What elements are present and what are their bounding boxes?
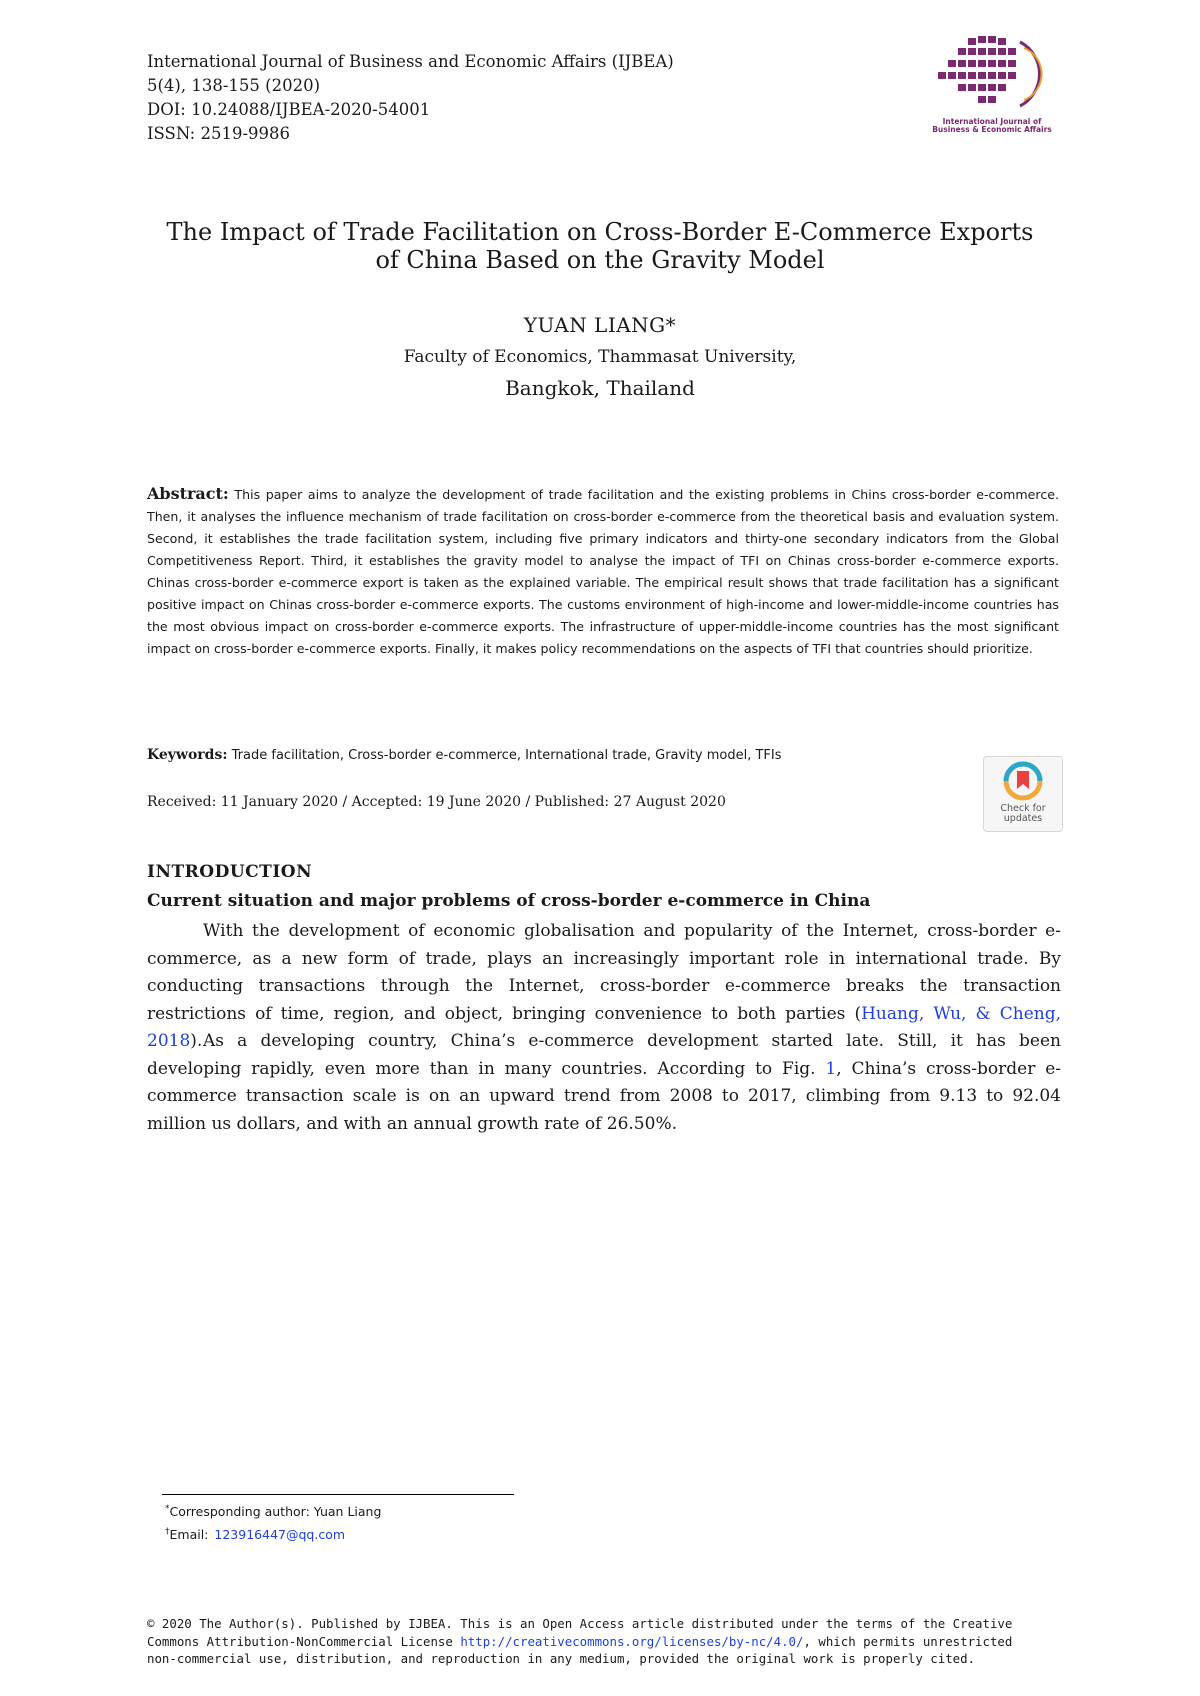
license-url-link[interactable]: http://creativecommons.org/licenses/by-nc/4.0/ bbox=[460, 1633, 804, 1649]
logo-caption bbox=[924, 118, 1060, 134]
logo-caption-line2: Business & Economic Affairs bbox=[932, 125, 1052, 134]
globe-logo-icon bbox=[924, 30, 1060, 120]
intro-paragraph-2 bbox=[147, 1028, 1061, 1138]
title-line1: The Impact of Trade Facilitation on Cross-Border E-Commerce Exports bbox=[166, 218, 1034, 246]
license-text: Commons Attribution-NonCommercial License bbox=[147, 1633, 461, 1649]
license-line2 bbox=[147, 1633, 1047, 1651]
journal-doi: DOI: 10.24088/IJBEA-2020-54001 bbox=[147, 100, 431, 119]
p1-text-end: ). bbox=[190, 1031, 203, 1051]
journal-volume: 5(4), 138-155 (2020) bbox=[147, 76, 321, 95]
abstract-label: Abstract: bbox=[147, 484, 229, 503]
check-updates-line1: Check for bbox=[1000, 803, 1046, 814]
p2-text-end: , China’s cross-border e-commerce transaction scale is on an upward trend from 2008 to 2017, climbing from 9.13 to 92.04 million us dollars, and with an annual growth rate of 26.50%. bbox=[147, 1058, 1061, 1134]
email-link[interactable]: 123916447@qq.com bbox=[214, 1527, 346, 1543]
check-for-updates-badge[interactable] bbox=[983, 756, 1063, 832]
keywords bbox=[147, 747, 782, 763]
title-line2: of China Based on the Gravity Model bbox=[375, 246, 825, 274]
journal-issn: ISSN: 2519-9986 bbox=[147, 124, 291, 143]
footnote-email bbox=[165, 1522, 381, 1545]
abstract bbox=[147, 483, 1059, 660]
footnote-corresponding bbox=[165, 1499, 381, 1522]
footnote-divider bbox=[162, 1494, 514, 1495]
license-line3: non-commercial use, distribution, and reproduction in any medium, provided the original work is properly cited. bbox=[147, 1651, 976, 1666]
subsection-heading: Current situation and major problems of cross-border e-commerce in China bbox=[147, 891, 871, 911]
license-line1: © 2020 The Author(s). Published by IJBEA. This is an Open Access article distributed under the terms of the Creative bbox=[147, 1616, 1013, 1631]
corresponding-author: Corresponding author: Yuan Liang bbox=[169, 1504, 382, 1520]
license-notice bbox=[147, 1615, 1047, 1668]
publication-dates: Received: 11 January 2020 / Accepted: 19 June 2020 / Published: 27 August 2020 bbox=[147, 794, 726, 810]
footnote-mark: * bbox=[165, 1504, 170, 1514]
journal-header bbox=[147, 50, 674, 146]
paper-title bbox=[100, 218, 1100, 274]
citation-link[interactable]: Huang, Wu, & Cheng, 2018 bbox=[147, 1003, 1061, 1051]
p2-text: As a developing country, China’s e-commerce development started late. Still, it has been developing rapidly, even more than in many countries. According to Fig. bbox=[147, 1031, 1061, 1079]
p1-text: With the development of economic globalisation and popularity of the Internet, cross-border e-commerce, as a new form of trade, plays an increasingly important role in international trade. By conducting transactions through the Internet, cross-border e-commerce breaks the transaction restrictions of time, region, and object, bringing convenience to both parties ( bbox=[147, 921, 1061, 1024]
journal-logo bbox=[924, 30, 1060, 138]
affiliation-line1: Faculty of Economics, Thammasat University, bbox=[403, 347, 797, 367]
footnotes bbox=[165, 1499, 381, 1545]
check-for-updates-label bbox=[984, 804, 1062, 824]
keywords-label: Keywords: bbox=[147, 747, 228, 763]
journal-name: International Journal of Business and Economic Affairs (IJBEA) bbox=[147, 52, 674, 71]
check-updates-line2: updates bbox=[1003, 813, 1043, 824]
affiliation-line2: Bangkok, Thailand bbox=[505, 376, 695, 400]
footnote-mark: † bbox=[165, 1527, 170, 1538]
logo-caption-line1: International Journal of bbox=[942, 117, 1042, 126]
section-heading: INTRODUCTION bbox=[147, 862, 313, 882]
license-text-end: , which permits unrestricted bbox=[803, 1633, 1013, 1649]
email-label: Email: bbox=[169, 1527, 209, 1543]
author-name: YUAN LIANG* bbox=[523, 313, 677, 337]
bookmark-ring-icon bbox=[984, 757, 1062, 803]
abstract-text: This paper aims to analyze the development of trade facilitation and the existing problems in Chins cross-border e-commerce. Then, it analyses the influence mechanism of trade facilitation on cross-border e-commerce from the theoretical basis and evaluation system. Second, it establishes the trade facilitation system, including five primary indicators and thirty-one secondary indicators from the Global Competitiveness Report. Third, it establishes the gravity model to analyse the impact of TFI on Chinas cross-border e-commerce exports. Chinas cross-border e-commerce export is taken as the explained variable. The empirical result shows that trade facilitation has a significant positive impact on Chinas cross-border e-commerce exports. The customs environment of high-income and lower-middle-income countries has the most obvious impact on cross-border e-commerce exports. The infrastructure of upper-middle-income countries has the most significant impact on cross-border e-commerce exports. Finally, it makes policy recommendations on the aspects of TFI that countries should prioritize. bbox=[147, 487, 1059, 656]
keywords-text: Trade facilitation, Cross-border e-commerce, International trade, Gravity model, TFIs bbox=[231, 748, 782, 763]
figure-link[interactable]: 1 bbox=[825, 1058, 837, 1079]
